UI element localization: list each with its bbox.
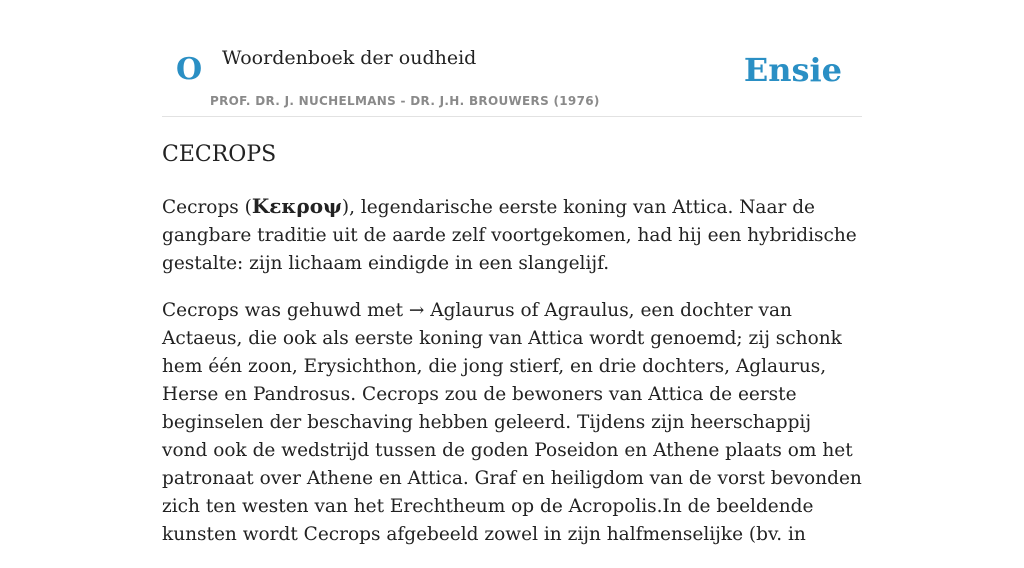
arrow-icon: →: [408, 300, 425, 321]
authors-line: PROF. DR. J. NUCHELMANS - DR. J.H. BROUWERS (1976): [210, 94, 600, 108]
entry-content: [162, 192, 862, 568]
paragraph-1: [162, 192, 862, 278]
p2-text-before: Cecrops was gehuwd met: [162, 300, 409, 321]
p1-text-after: ), legendarische eerste koning van Attica. Naar de gangbare traditie uit de aarde zelf voortgekomen, had hij een hybridische gestalte: zijn lichaam eindigde in een slangelijf.: [162, 197, 857, 274]
p2-text-after: of Agraulus, een dochter van Actaeus, die ook als eerste koning van Attica wordt genoemd; zij schonk hem één zoon, Erysichthon, die jong stierf, en drie dochters, Aglaurus, Herse en Pandrosus. Cecrops zou de bewoners van Attica de eerste beginselen der beschaving hebben geleerd. Tijdens zijn heerschappij vond ook de wedstrijd tussen de goden Poseidon en Athene plaats om het patronaat over Athene en Attica. Graf en heiligdom van de vorst bevonden zich ten westen van het Erechtheum op de Acropolis.In de beeldende kunsten wordt Cecrops afgebeeld zowel in zijn halfmenselijke (bv. in: [162, 300, 862, 545]
aglaurus-link-label: Aglaurus: [430, 300, 515, 321]
header: [162, 0, 862, 117]
aglaurus-link[interactable]: [409, 300, 515, 321]
entry-title: CECROPS: [162, 142, 277, 167]
book-title[interactable]: Woordenboek der oudheid: [222, 47, 477, 69]
ensie-logo-link[interactable]: Ensie: [743, 51, 842, 89]
paragraph-2: [162, 297, 862, 549]
p1-text-before: Cecrops (: [162, 197, 252, 218]
letter-logo[interactable]: O: [176, 52, 203, 87]
greek-name: Κεκροψ: [251, 194, 342, 218]
